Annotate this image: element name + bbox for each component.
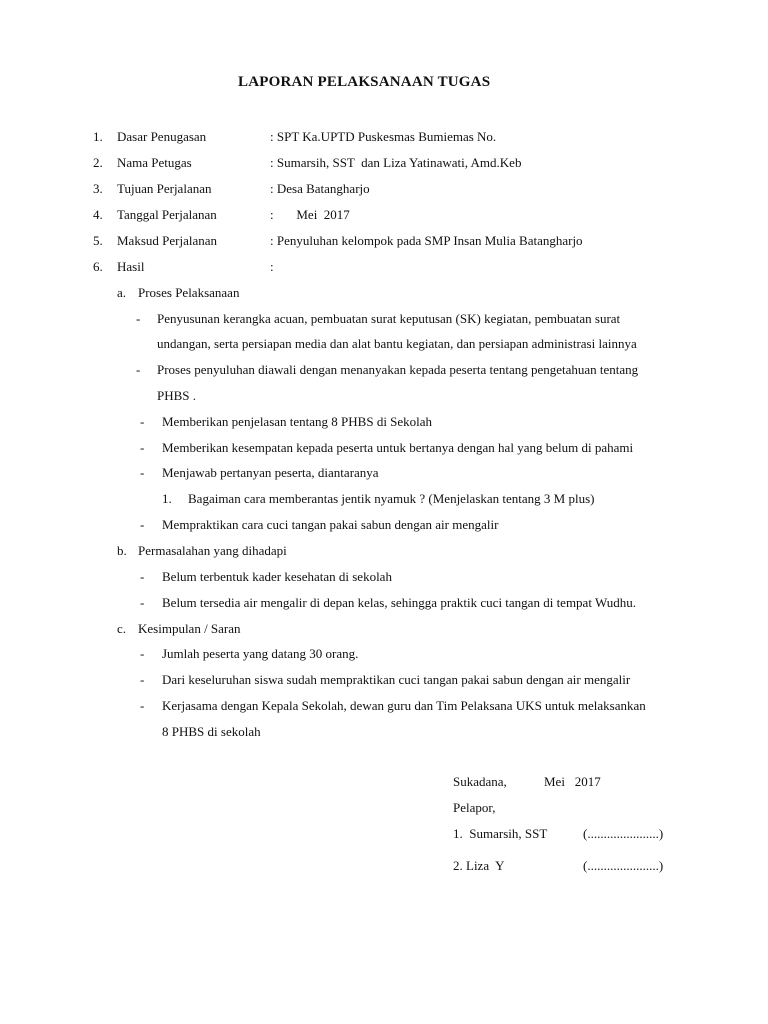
list-bullet: - xyxy=(140,646,145,661)
field-value: : xyxy=(270,259,274,274)
list-item: Kerjasama dengan Kepala Sekolah, dewan guru dan Tim Pelaksana UKS untuk melaksankan xyxy=(162,698,646,713)
list-item: Belum terbentuk kader kesehatan di sekolah xyxy=(162,569,392,584)
signature-date: Mei 2017 xyxy=(544,774,601,789)
list-bullet: - xyxy=(136,311,141,326)
field-number: 1. xyxy=(93,129,103,144)
list-bullet: - xyxy=(140,698,145,713)
document-title: LAPORAN PELAKSANAAN TUGAS xyxy=(238,74,491,90)
list-bullet: - xyxy=(136,362,141,377)
section-b-label: b. xyxy=(117,543,127,558)
list-item: undangan, serta persiapan media dan alat bantu kegiatan, dan persiapan administrasi lainnya xyxy=(157,336,637,351)
list-item: Memberikan penjelasan tentang 8 PHBS di Sekolah xyxy=(162,414,433,429)
signature-reporter: Pelapor, xyxy=(453,800,496,815)
field-value: : Mei 2017 xyxy=(270,207,350,222)
field-number: 3. xyxy=(93,181,103,196)
signature-place: Sukadana, xyxy=(453,774,507,789)
field-value: : Sumarsih, SST dan Liza Yatinawati, Amd.Keb xyxy=(270,155,522,170)
list-item: Penyusunan kerangka acuan, pembuatan surat keputusan (SK) kegiatan, pembuatan surat xyxy=(157,311,621,326)
section-b-title: Permasalahan yang dihadapi xyxy=(138,543,287,558)
field-label: Tanggal Perjalanan xyxy=(117,207,217,222)
list-item: Memberikan kesempatan kepada peserta untuk bertanya dengan hal yang belum di pahami xyxy=(162,440,634,455)
signer-sign-line: (......................) xyxy=(583,826,664,841)
list-item: PHBS . xyxy=(157,388,197,403)
field-label: Hasil xyxy=(117,259,145,274)
field-number: 5. xyxy=(93,233,103,248)
field-value: : Desa Batangharjo xyxy=(270,181,370,196)
list-bullet: - xyxy=(140,672,145,687)
field-label: Dasar Penugasan xyxy=(117,129,207,144)
field-label: Nama Petugas xyxy=(117,155,192,170)
list-item: Belum tersedia air mengalir di depan kelas, sehingga praktik cuci tangan di tempat Wudhu. xyxy=(162,595,636,610)
field-number: 2. xyxy=(93,155,103,170)
field-number: 4. xyxy=(93,207,103,222)
list-number: 1. xyxy=(162,491,172,506)
list-item: 8 PHBS di sekolah xyxy=(162,724,261,739)
list-item: Proses penyuluhan diawali dengan menanyakan kepada peserta tentang pengetahuan tentang xyxy=(157,362,639,377)
list-bullet: - xyxy=(140,569,145,584)
signer-sign-line: (......................) xyxy=(583,858,664,873)
signer-name: 2. Liza Y xyxy=(453,858,505,873)
list-bullet: - xyxy=(140,595,145,610)
field-value: : SPT Ka.UPTD Puskesmas Bumiemas No. xyxy=(270,129,497,144)
list-bullet: - xyxy=(140,517,145,532)
field-label: Tujuan Perjalanan xyxy=(117,181,212,196)
field-label: Maksud Perjalanan xyxy=(117,233,218,248)
section-a-title: Proses Pelaksanaan xyxy=(138,285,240,300)
field-number: 6. xyxy=(93,259,103,274)
field-value: : Penyuluhan kelompok pada SMP Insan Mulia Batangharjo xyxy=(270,233,583,248)
section-c-title: Kesimpulan / Saran xyxy=(138,621,241,636)
signer-name: 1. Sumarsih, SST xyxy=(453,826,548,841)
list-item: Bagaiman cara memberantas jentik nyamuk ? (Menjelaskan tentang 3 M plus) xyxy=(188,491,595,506)
list-item: Dari keseluruhan siswa sudah mempraktikan cuci tangan pakai sabun dengan air mengalir xyxy=(162,672,631,687)
list-bullet: - xyxy=(140,440,145,455)
section-a-label: a. xyxy=(117,285,127,300)
list-item: Jumlah peserta yang datang 30 orang. xyxy=(162,646,359,661)
list-item: Menjawab pertanyan peserta, diantaranya xyxy=(162,465,379,480)
list-item: Mempraktikan cara cuci tangan pakai sabun dengan air mengalir xyxy=(162,517,499,532)
list-bullet: - xyxy=(140,414,145,429)
list-bullet: - xyxy=(140,465,145,480)
section-c-label: c. xyxy=(117,621,127,636)
